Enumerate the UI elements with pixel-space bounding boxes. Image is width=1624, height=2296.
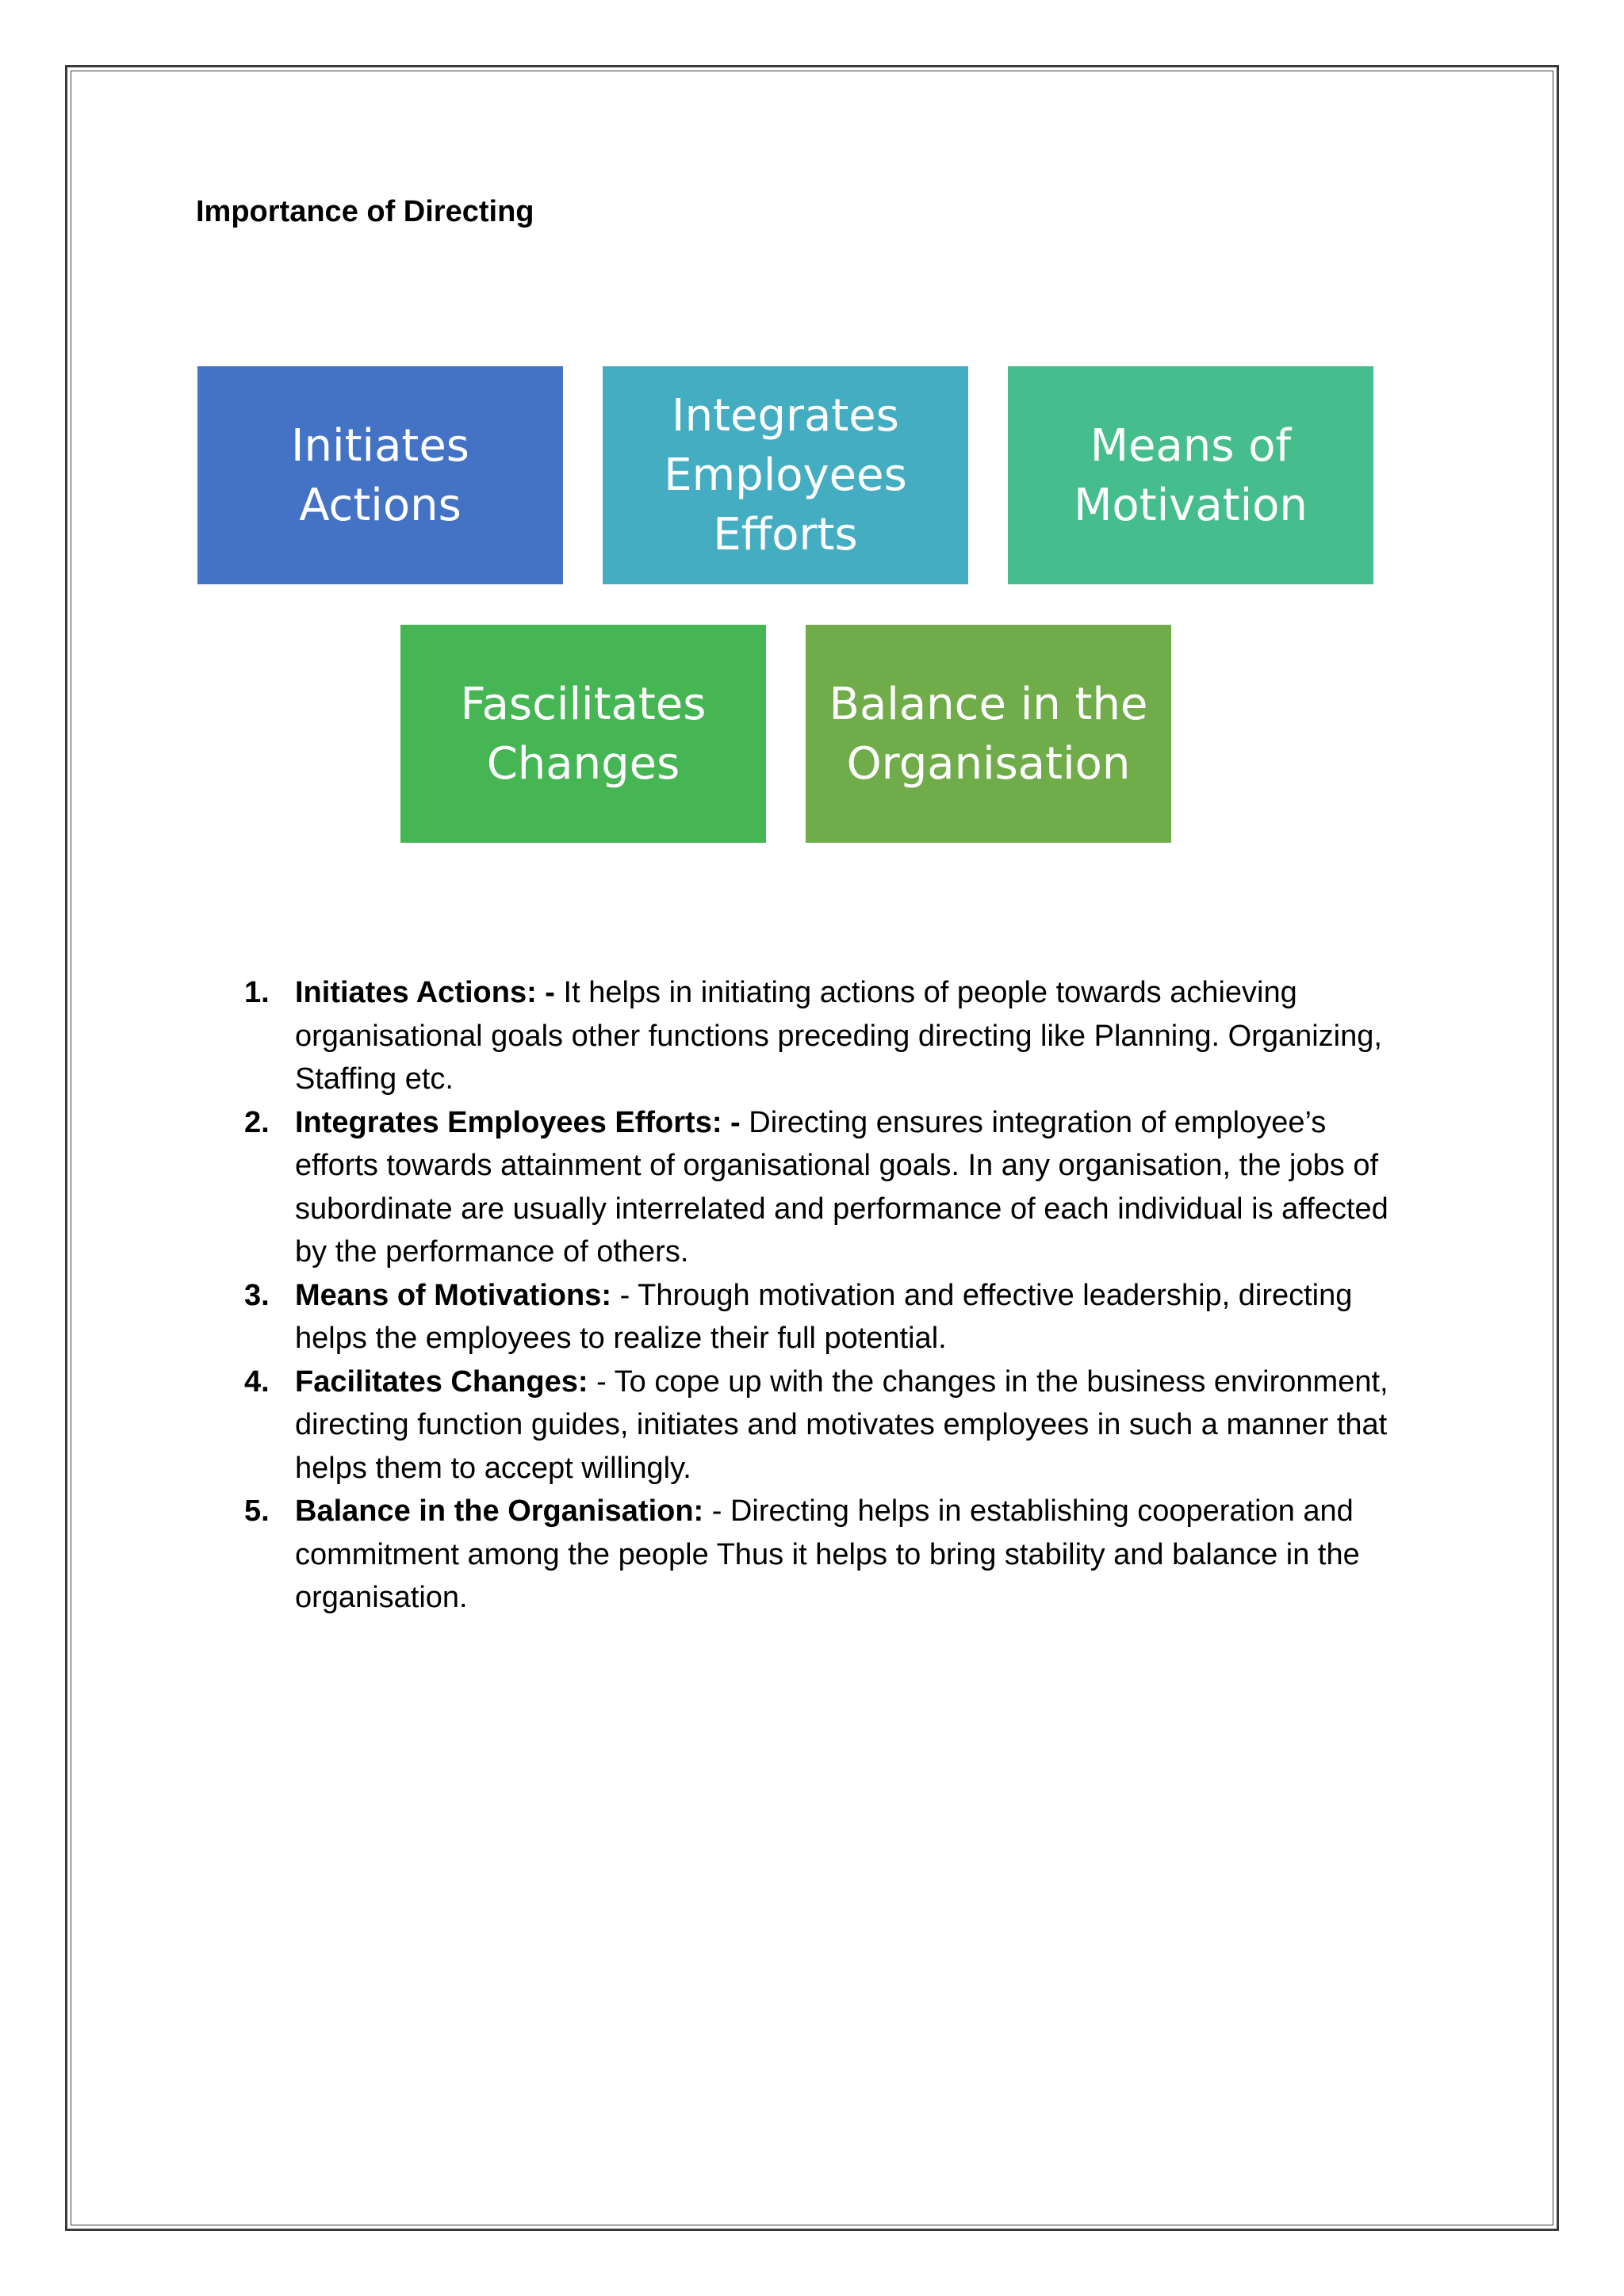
list-item-term: Facilitates Changes: bbox=[295, 1364, 588, 1399]
list-item-number: 2. bbox=[244, 1105, 270, 1139]
list-item-term: Means of Motivations: bbox=[295, 1278, 612, 1312]
list-item-number: 1. bbox=[244, 976, 270, 1009]
diagram-box-label: Initiates Actions bbox=[291, 419, 469, 531]
list-item bbox=[238, 1490, 1411, 1620]
diagram-box-label: Means of Motivation bbox=[1074, 419, 1308, 531]
list-item-text: - To cope up with the changes in the business environment, directing function guides, initiates and motivates employees in such a manner that helps them to accept willingly. bbox=[295, 1364, 1388, 1485]
list-item-number: 3. bbox=[244, 1278, 270, 1312]
list-item bbox=[238, 971, 1411, 1101]
list-item-term: Balance in the Organisation: bbox=[295, 1494, 704, 1528]
list-item-number: 4. bbox=[244, 1364, 270, 1399]
page-heading: Importance of Directing bbox=[196, 195, 534, 228]
list-item bbox=[238, 1360, 1411, 1490]
diagram-box-label: Integrates Employees Efforts bbox=[664, 390, 907, 561]
list-item-number: 5. bbox=[244, 1494, 270, 1528]
list-item-text: - Through motivation and effective leadership, directing helps the employees to realize their full potential. bbox=[295, 1278, 1353, 1355]
list-item-term: Integrates Employees Efforts: - bbox=[295, 1105, 741, 1139]
list-item-term: Initiates Actions: - bbox=[295, 976, 555, 1009]
diagram-box-means-of-motivation bbox=[1008, 366, 1373, 584]
diagram-box-fascilitates-changes bbox=[400, 625, 766, 843]
importance-list bbox=[238, 971, 1411, 1620]
diagram-box-balance-in-the-organisation bbox=[806, 625, 1171, 843]
diagram-box-initiates-actions bbox=[197, 366, 563, 584]
list-item bbox=[238, 1101, 1411, 1274]
diagram-box-label: Fascilitates Changes bbox=[460, 678, 707, 790]
list-item-text: - Directing helps in establishing cooperation and commitment among the people Thus it helps to bring stability and balance in the organisation. bbox=[295, 1494, 1360, 1614]
diagram-box-label: Balance in the Organisation bbox=[829, 678, 1148, 790]
diagram-box-integrates-employees-efforts bbox=[603, 366, 968, 584]
list-item bbox=[238, 1274, 1411, 1360]
list-item-text: It helps in initiating actions of people towards achieving organisational goals other functions preceding directing like Planning. Organizing, Staffing etc. bbox=[295, 976, 1382, 1096]
list-item-text: Directing ensures integration of employee’s efforts towards attainment of organisational goals. In any organisation, the jobs of subordinate are usually interrelated and performance of each individual is affected by the performance of others. bbox=[295, 1105, 1388, 1269]
